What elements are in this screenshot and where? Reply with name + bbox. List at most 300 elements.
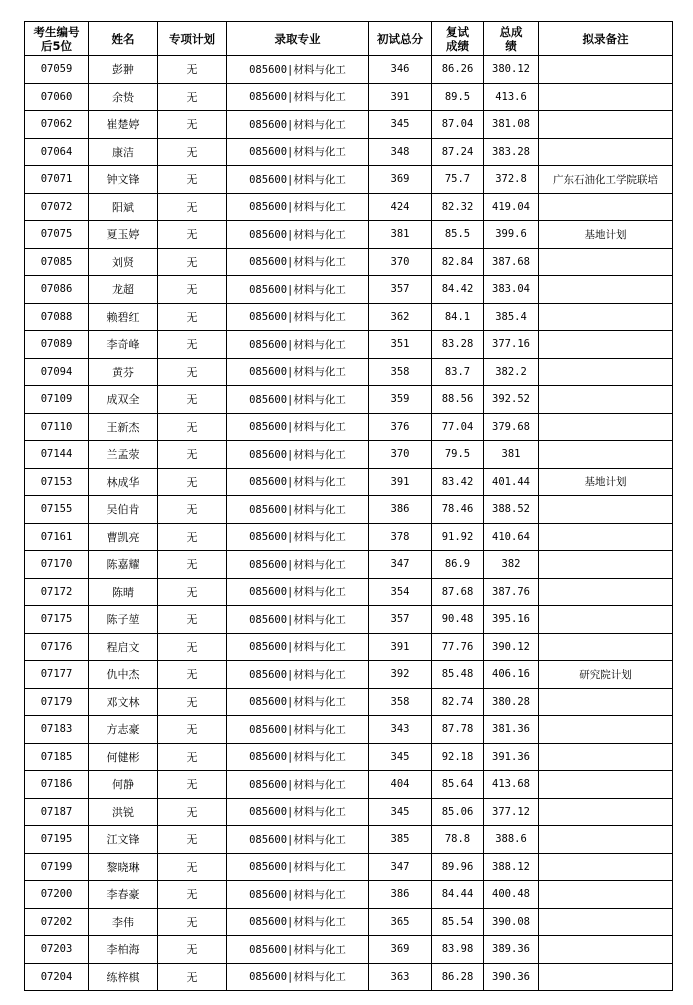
cell-retest: 77.04 xyxy=(432,413,484,441)
cell-note xyxy=(539,578,673,606)
cell-major: 085600|材料与化工 xyxy=(227,523,369,551)
cell-name: 康洁 xyxy=(89,138,158,166)
cell-plan: 无 xyxy=(158,111,227,139)
cell-total: 399.6 xyxy=(484,221,539,249)
cell-prelim: 357 xyxy=(369,276,432,304)
cell-name: 赖碧红 xyxy=(89,303,158,331)
cell-id: 07085 xyxy=(25,248,89,276)
cell-name: 李奇峰 xyxy=(89,331,158,359)
cell-prelim: 369 xyxy=(369,936,432,964)
cell-prelim: 357 xyxy=(369,606,432,634)
cell-note xyxy=(539,743,673,771)
cell-id: 07060 xyxy=(25,83,89,111)
cell-name: 龙超 xyxy=(89,276,158,304)
cell-retest: 85.64 xyxy=(432,771,484,799)
cell-retest: 79.5 xyxy=(432,441,484,469)
cell-plan: 无 xyxy=(158,331,227,359)
cell-major: 085600|材料与化工 xyxy=(227,166,369,194)
cell-major: 085600|材料与化工 xyxy=(227,936,369,964)
cell-prelim: 385 xyxy=(369,826,432,854)
cell-total: 413.6 xyxy=(484,83,539,111)
cell-id: 07109 xyxy=(25,386,89,414)
table-row xyxy=(25,413,673,441)
cell-note xyxy=(539,276,673,304)
cell-id: 07062 xyxy=(25,111,89,139)
cell-note xyxy=(539,303,673,331)
cell-plan: 无 xyxy=(158,551,227,579)
cell-retest: 88.56 xyxy=(432,386,484,414)
cell-total: 388.6 xyxy=(484,826,539,854)
cell-major: 085600|材料与化工 xyxy=(227,853,369,881)
cell-major: 085600|材料与化工 xyxy=(227,221,369,249)
cell-id: 07094 xyxy=(25,358,89,386)
cell-note xyxy=(539,331,673,359)
cell-note xyxy=(539,551,673,579)
table-row xyxy=(25,661,673,689)
cell-total: 419.04 xyxy=(484,193,539,221)
table-row xyxy=(25,963,673,991)
cell-total: 395.16 xyxy=(484,606,539,634)
table-row xyxy=(25,111,673,139)
cell-id: 07071 xyxy=(25,166,89,194)
cell-plan: 无 xyxy=(158,56,227,84)
table-header xyxy=(25,22,673,56)
table-row xyxy=(25,633,673,661)
cell-plan: 无 xyxy=(158,606,227,634)
cell-plan: 无 xyxy=(158,578,227,606)
cell-note xyxy=(539,523,673,551)
cell-retest: 87.78 xyxy=(432,716,484,744)
cell-prelim: 391 xyxy=(369,633,432,661)
cell-name: 林成华 xyxy=(89,468,158,496)
cell-total: 401.44 xyxy=(484,468,539,496)
cell-prelim: 378 xyxy=(369,523,432,551)
cell-name: 王新杰 xyxy=(89,413,158,441)
cell-prelim: 354 xyxy=(369,578,432,606)
cell-id: 07089 xyxy=(25,331,89,359)
table-row xyxy=(25,248,673,276)
cell-total: 413.68 xyxy=(484,771,539,799)
cell-note xyxy=(539,111,673,139)
header-name: 姓名 xyxy=(89,22,158,56)
table-row xyxy=(25,743,673,771)
cell-name: 何健彬 xyxy=(89,743,158,771)
table-body xyxy=(25,56,673,991)
cell-note xyxy=(539,606,673,634)
cell-name: 练梓棋 xyxy=(89,963,158,991)
cell-total: 381 xyxy=(484,441,539,469)
cell-id: 07179 xyxy=(25,688,89,716)
cell-retest: 82.74 xyxy=(432,688,484,716)
cell-prelim: 370 xyxy=(369,441,432,469)
cell-note xyxy=(539,716,673,744)
cell-name: 阳斌 xyxy=(89,193,158,221)
cell-major: 085600|材料与化工 xyxy=(227,193,369,221)
cell-retest: 86.28 xyxy=(432,963,484,991)
cell-note xyxy=(539,798,673,826)
cell-prelim: 404 xyxy=(369,771,432,799)
cell-id: 07072 xyxy=(25,193,89,221)
cell-major: 085600|材料与化工 xyxy=(227,716,369,744)
cell-total: 383.28 xyxy=(484,138,539,166)
cell-plan: 无 xyxy=(158,853,227,881)
cell-major: 085600|材料与化工 xyxy=(227,468,369,496)
cell-total: 410.64 xyxy=(484,523,539,551)
cell-total: 385.4 xyxy=(484,303,539,331)
cell-major: 085600|材料与化工 xyxy=(227,578,369,606)
cell-prelim: 386 xyxy=(369,881,432,909)
table-row xyxy=(25,606,673,634)
cell-note xyxy=(539,138,673,166)
cell-note xyxy=(539,193,673,221)
cell-total: 390.12 xyxy=(484,633,539,661)
cell-prelim: 386 xyxy=(369,496,432,524)
cell-total: 406.16 xyxy=(484,661,539,689)
cell-major: 085600|材料与化工 xyxy=(227,661,369,689)
cell-note xyxy=(539,496,673,524)
table-row xyxy=(25,386,673,414)
header-prelim: 初试总分 xyxy=(369,22,432,56)
cell-note xyxy=(539,386,673,414)
cell-major: 085600|材料与化工 xyxy=(227,303,369,331)
cell-total: 372.8 xyxy=(484,166,539,194)
cell-prelim: 365 xyxy=(369,908,432,936)
cell-id: 07086 xyxy=(25,276,89,304)
cell-total: 387.76 xyxy=(484,578,539,606)
cell-plan: 无 xyxy=(158,221,227,249)
cell-id: 07172 xyxy=(25,578,89,606)
cell-note xyxy=(539,441,673,469)
cell-total: 381.36 xyxy=(484,716,539,744)
cell-name: 程启文 xyxy=(89,633,158,661)
cell-name: 夏玉婷 xyxy=(89,221,158,249)
cell-major: 085600|材料与化工 xyxy=(227,826,369,854)
cell-major: 085600|材料与化工 xyxy=(227,358,369,386)
table-row xyxy=(25,276,673,304)
cell-total: 387.68 xyxy=(484,248,539,276)
cell-id: 07064 xyxy=(25,138,89,166)
cell-plan: 无 xyxy=(158,166,227,194)
table-row xyxy=(25,303,673,331)
cell-plan: 无 xyxy=(158,743,227,771)
cell-retest: 78.8 xyxy=(432,826,484,854)
cell-retest: 83.7 xyxy=(432,358,484,386)
cell-id: 07199 xyxy=(25,853,89,881)
cell-retest: 75.7 xyxy=(432,166,484,194)
cell-name: 陈子堃 xyxy=(89,606,158,634)
header-note: 拟录备注 xyxy=(539,22,673,56)
header-row xyxy=(25,22,673,56)
cell-retest: 83.28 xyxy=(432,331,484,359)
cell-plan: 无 xyxy=(158,468,227,496)
cell-prelim: 392 xyxy=(369,661,432,689)
cell-major: 085600|材料与化工 xyxy=(227,496,369,524)
cell-prelim: 359 xyxy=(369,386,432,414)
cell-id: 07186 xyxy=(25,771,89,799)
cell-id: 07203 xyxy=(25,936,89,964)
cell-prelim: 376 xyxy=(369,413,432,441)
cell-id: 07187 xyxy=(25,798,89,826)
cell-retest: 83.98 xyxy=(432,936,484,964)
cell-name: 邓文林 xyxy=(89,688,158,716)
cell-prelim: 381 xyxy=(369,221,432,249)
cell-retest: 85.5 xyxy=(432,221,484,249)
cell-id: 07110 xyxy=(25,413,89,441)
cell-retest: 87.04 xyxy=(432,111,484,139)
cell-retest: 82.84 xyxy=(432,248,484,276)
cell-retest: 90.48 xyxy=(432,606,484,634)
cell-note xyxy=(539,688,673,716)
cell-id: 07185 xyxy=(25,743,89,771)
cell-major: 085600|材料与化工 xyxy=(227,798,369,826)
header-id: 考生编号后5位 xyxy=(25,22,89,56)
cell-retest: 89.5 xyxy=(432,83,484,111)
cell-name: 何静 xyxy=(89,771,158,799)
table-row xyxy=(25,468,673,496)
cell-prelim: 348 xyxy=(369,138,432,166)
cell-retest: 86.26 xyxy=(432,56,484,84)
cell-prelim: 391 xyxy=(369,83,432,111)
table-row xyxy=(25,358,673,386)
cell-note xyxy=(539,771,673,799)
cell-name: 黄芬 xyxy=(89,358,158,386)
cell-total: 382 xyxy=(484,551,539,579)
cell-major: 085600|材料与化工 xyxy=(227,413,369,441)
cell-plan: 无 xyxy=(158,441,227,469)
table-row xyxy=(25,221,673,249)
cell-plan: 无 xyxy=(158,661,227,689)
cell-total: 383.04 xyxy=(484,276,539,304)
cell-prelim: 345 xyxy=(369,111,432,139)
cell-id: 07075 xyxy=(25,221,89,249)
cell-retest: 92.18 xyxy=(432,743,484,771)
cell-total: 377.16 xyxy=(484,331,539,359)
cell-note xyxy=(539,881,673,909)
cell-prelim: 369 xyxy=(369,166,432,194)
cell-name: 钟文锋 xyxy=(89,166,158,194)
cell-major: 085600|材料与化工 xyxy=(227,633,369,661)
cell-plan: 无 xyxy=(158,826,227,854)
cell-total: 379.68 xyxy=(484,413,539,441)
cell-note xyxy=(539,633,673,661)
cell-major: 085600|材料与化工 xyxy=(227,248,369,276)
cell-major: 085600|材料与化工 xyxy=(227,83,369,111)
cell-name: 陈嘉耀 xyxy=(89,551,158,579)
cell-total: 388.52 xyxy=(484,496,539,524)
cell-note: 基地计划 xyxy=(539,221,673,249)
cell-id: 07153 xyxy=(25,468,89,496)
cell-name: 刘贤 xyxy=(89,248,158,276)
table-row xyxy=(25,798,673,826)
table-row xyxy=(25,83,673,111)
cell-plan: 无 xyxy=(158,138,227,166)
cell-name: 李春豪 xyxy=(89,881,158,909)
cell-major: 085600|材料与化工 xyxy=(227,908,369,936)
cell-major: 085600|材料与化工 xyxy=(227,743,369,771)
cell-retest: 84.42 xyxy=(432,276,484,304)
cell-plan: 无 xyxy=(158,386,227,414)
table-row xyxy=(25,56,673,84)
cell-name: 成双全 xyxy=(89,386,158,414)
cell-total: 392.52 xyxy=(484,386,539,414)
cell-major: 085600|材料与化工 xyxy=(227,606,369,634)
cell-prelim: 345 xyxy=(369,743,432,771)
cell-total: 388.12 xyxy=(484,853,539,881)
table-row xyxy=(25,688,673,716)
cell-retest: 85.54 xyxy=(432,908,484,936)
cell-id: 07059 xyxy=(25,56,89,84)
cell-plan: 无 xyxy=(158,496,227,524)
admission-list-sheet xyxy=(24,21,673,991)
table-row xyxy=(25,166,673,194)
cell-name: 崔楚婷 xyxy=(89,111,158,139)
cell-id: 07170 xyxy=(25,551,89,579)
cell-retest: 87.24 xyxy=(432,138,484,166)
table-row xyxy=(25,193,673,221)
admission-table xyxy=(24,21,673,991)
cell-major: 085600|材料与化工 xyxy=(227,688,369,716)
cell-note xyxy=(539,826,673,854)
cell-prelim: 343 xyxy=(369,716,432,744)
cell-note: 研究院计划 xyxy=(539,661,673,689)
cell-plan: 无 xyxy=(158,358,227,386)
cell-major: 085600|材料与化工 xyxy=(227,56,369,84)
cell-name: 陈晴 xyxy=(89,578,158,606)
cell-total: 377.12 xyxy=(484,798,539,826)
cell-prelim: 351 xyxy=(369,331,432,359)
cell-note xyxy=(539,248,673,276)
cell-name: 余贽 xyxy=(89,83,158,111)
header-total: 总成绩 xyxy=(484,22,539,56)
cell-plan: 无 xyxy=(158,908,227,936)
cell-note: 基地计划 xyxy=(539,468,673,496)
cell-retest: 84.44 xyxy=(432,881,484,909)
cell-id: 07200 xyxy=(25,881,89,909)
cell-retest: 87.68 xyxy=(432,578,484,606)
cell-plan: 无 xyxy=(158,963,227,991)
cell-id: 07177 xyxy=(25,661,89,689)
cell-name: 江文锋 xyxy=(89,826,158,854)
cell-name: 黎晓琳 xyxy=(89,853,158,881)
cell-total: 390.36 xyxy=(484,963,539,991)
cell-retest: 82.32 xyxy=(432,193,484,221)
table-row xyxy=(25,771,673,799)
cell-retest: 85.48 xyxy=(432,661,484,689)
cell-plan: 无 xyxy=(158,83,227,111)
cell-plan: 无 xyxy=(158,193,227,221)
cell-plan: 无 xyxy=(158,523,227,551)
cell-name: 洪锐 xyxy=(89,798,158,826)
cell-note xyxy=(539,936,673,964)
cell-id: 07204 xyxy=(25,963,89,991)
cell-retest: 91.92 xyxy=(432,523,484,551)
table-row xyxy=(25,853,673,881)
cell-total: 390.08 xyxy=(484,908,539,936)
cell-major: 085600|材料与化工 xyxy=(227,386,369,414)
cell-name: 李柏海 xyxy=(89,936,158,964)
cell-prelim: 347 xyxy=(369,853,432,881)
cell-id: 07161 xyxy=(25,523,89,551)
cell-major: 085600|材料与化工 xyxy=(227,551,369,579)
cell-plan: 无 xyxy=(158,303,227,331)
cell-id: 07202 xyxy=(25,908,89,936)
header-retest: 复试成绩 xyxy=(432,22,484,56)
cell-id: 07195 xyxy=(25,826,89,854)
cell-plan: 无 xyxy=(158,633,227,661)
cell-note xyxy=(539,56,673,84)
table-row xyxy=(25,716,673,744)
cell-total: 380.28 xyxy=(484,688,539,716)
cell-prelim: 347 xyxy=(369,551,432,579)
cell-prelim: 370 xyxy=(369,248,432,276)
cell-id: 07175 xyxy=(25,606,89,634)
cell-note xyxy=(539,413,673,441)
table-row xyxy=(25,936,673,964)
cell-total: 380.12 xyxy=(484,56,539,84)
cell-id: 07176 xyxy=(25,633,89,661)
header-plan: 专项计划 xyxy=(158,22,227,56)
cell-id: 07155 xyxy=(25,496,89,524)
cell-total: 381.08 xyxy=(484,111,539,139)
cell-total: 400.48 xyxy=(484,881,539,909)
cell-total: 389.36 xyxy=(484,936,539,964)
cell-retest: 86.9 xyxy=(432,551,484,579)
cell-prelim: 346 xyxy=(369,56,432,84)
cell-prelim: 345 xyxy=(369,798,432,826)
cell-prelim: 358 xyxy=(369,358,432,386)
table-row xyxy=(25,908,673,936)
cell-plan: 无 xyxy=(158,936,227,964)
cell-id: 07183 xyxy=(25,716,89,744)
table-row xyxy=(25,138,673,166)
cell-plan: 无 xyxy=(158,771,227,799)
cell-name: 彭翀 xyxy=(89,56,158,84)
cell-prelim: 391 xyxy=(369,468,432,496)
table-row xyxy=(25,523,673,551)
cell-major: 085600|材料与化工 xyxy=(227,111,369,139)
cell-retest: 77.76 xyxy=(432,633,484,661)
cell-major: 085600|材料与化工 xyxy=(227,963,369,991)
cell-plan: 无 xyxy=(158,248,227,276)
cell-total: 382.2 xyxy=(484,358,539,386)
cell-name: 兰孟荥 xyxy=(89,441,158,469)
table-row xyxy=(25,496,673,524)
cell-plan: 无 xyxy=(158,716,227,744)
cell-plan: 无 xyxy=(158,276,227,304)
cell-id: 07088 xyxy=(25,303,89,331)
cell-plan: 无 xyxy=(158,881,227,909)
cell-prelim: 363 xyxy=(369,963,432,991)
cell-name: 仇中杰 xyxy=(89,661,158,689)
cell-total: 391.36 xyxy=(484,743,539,771)
cell-note xyxy=(539,908,673,936)
table-row xyxy=(25,881,673,909)
cell-note xyxy=(539,853,673,881)
cell-major: 085600|材料与化工 xyxy=(227,441,369,469)
cell-major: 085600|材料与化工 xyxy=(227,771,369,799)
cell-retest: 78.46 xyxy=(432,496,484,524)
cell-name: 李伟 xyxy=(89,908,158,936)
cell-prelim: 362 xyxy=(369,303,432,331)
cell-major: 085600|材料与化工 xyxy=(227,881,369,909)
cell-name: 方志豪 xyxy=(89,716,158,744)
cell-note xyxy=(539,963,673,991)
cell-major: 085600|材料与化工 xyxy=(227,138,369,166)
table-row xyxy=(25,826,673,854)
table-row xyxy=(25,441,673,469)
cell-retest: 84.1 xyxy=(432,303,484,331)
cell-major: 085600|材料与化工 xyxy=(227,331,369,359)
